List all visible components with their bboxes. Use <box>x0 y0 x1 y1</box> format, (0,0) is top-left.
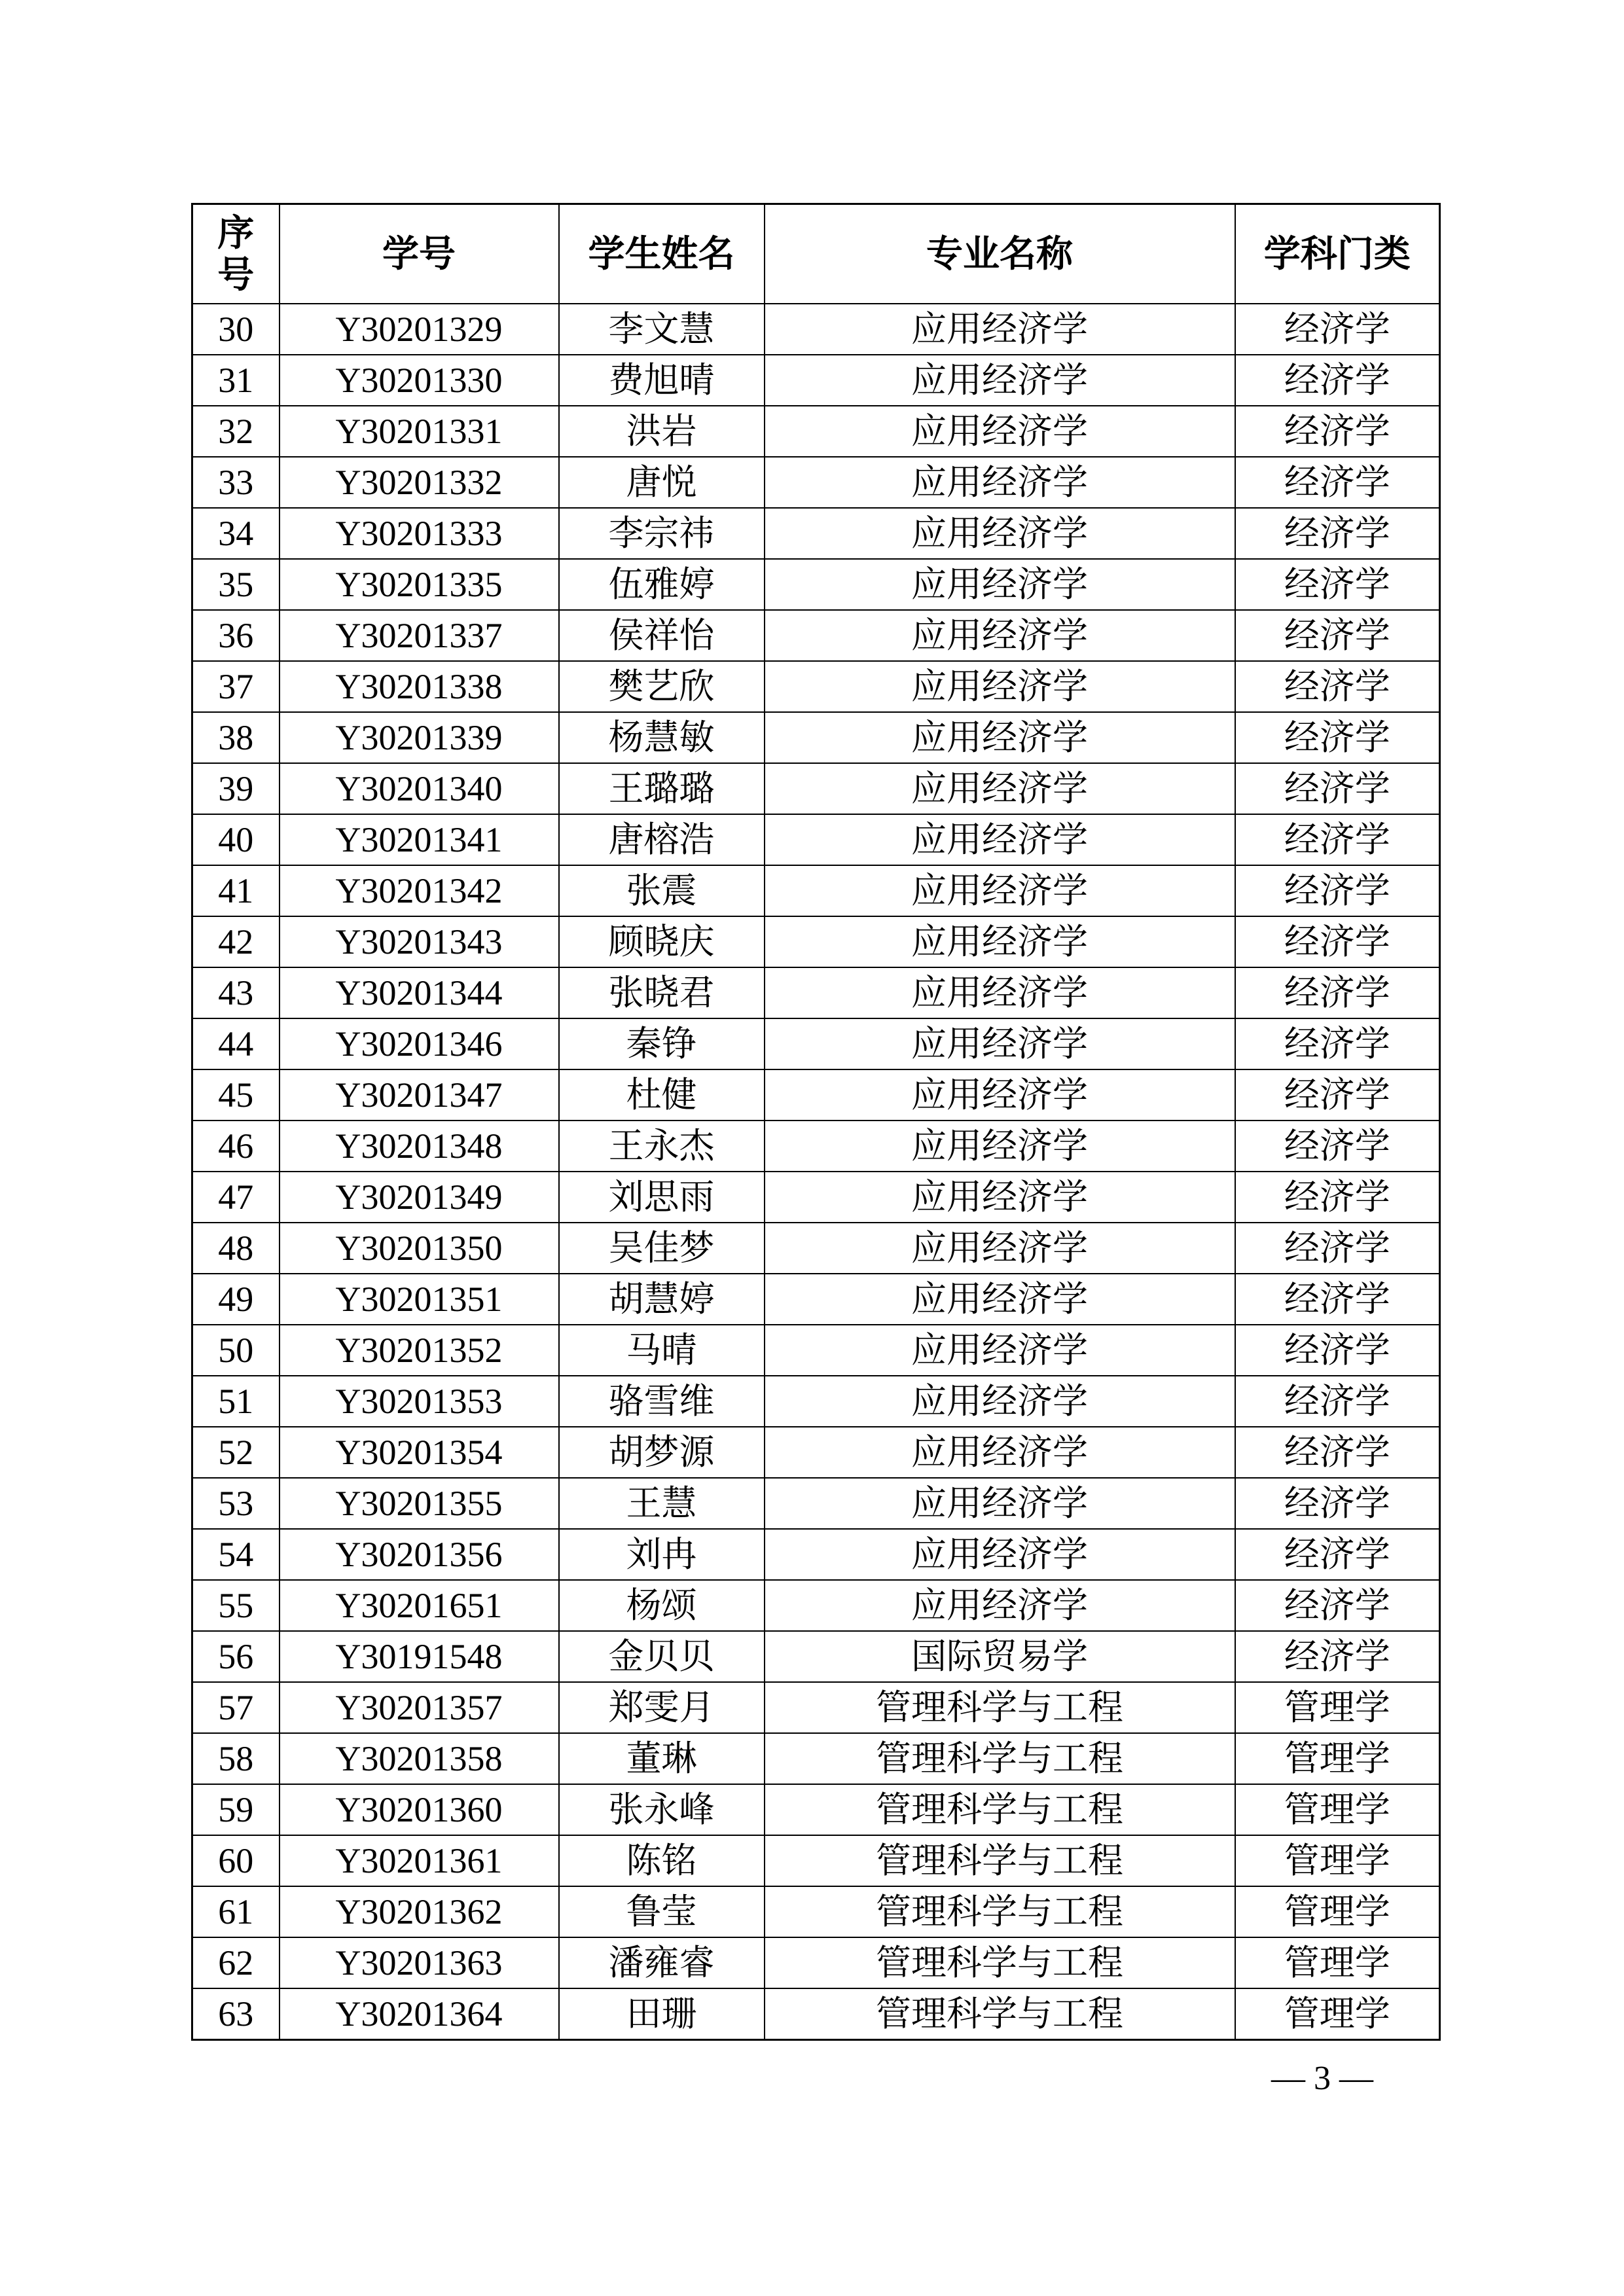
cell-category: 经济学 <box>1235 457 1440 508</box>
cell-student-name: 郑雯月 <box>559 1682 765 1733</box>
cell-index: 33 <box>192 457 280 508</box>
cell-index: 56 <box>192 1631 280 1682</box>
cell-student-id: Y30201342 <box>280 865 559 916</box>
cell-major: 应用经济学 <box>765 1223 1235 1274</box>
cell-category: 经济学 <box>1235 1121 1440 1172</box>
cell-student-name: 李文慧 <box>559 304 765 355</box>
table-row <box>192 1682 1440 1733</box>
cell-index: 48 <box>192 1223 280 1274</box>
cell-student-id: Y30201335 <box>280 559 559 610</box>
cell-category: 管理学 <box>1235 1886 1440 1937</box>
cell-category: 管理学 <box>1235 1988 1440 2040</box>
table-row <box>192 1937 1440 1988</box>
cell-major: 应用经济学 <box>765 712 1235 763</box>
cell-index: 63 <box>192 1988 280 2040</box>
header-student-id: 学号 <box>280 204 559 304</box>
table-row <box>192 1580 1440 1631</box>
cell-index: 54 <box>192 1529 280 1580</box>
cell-index: 49 <box>192 1274 280 1325</box>
cell-student-name: 杨慧敏 <box>559 712 765 763</box>
table-row <box>192 865 1440 916</box>
cell-category: 经济学 <box>1235 1069 1440 1121</box>
cell-major: 管理科学与工程 <box>765 1784 1235 1835</box>
cell-category: 经济学 <box>1235 508 1440 559</box>
table-row <box>192 1631 1440 1682</box>
cell-student-id: Y30201356 <box>280 1529 559 1580</box>
table-row <box>192 1784 1440 1835</box>
cell-index: 30 <box>192 304 280 355</box>
cell-index: 31 <box>192 355 280 406</box>
cell-student-name: 张永峰 <box>559 1784 765 1835</box>
table-row <box>192 916 1440 967</box>
cell-student-name: 田珊 <box>559 1988 765 2040</box>
cell-index: 58 <box>192 1733 280 1784</box>
cell-student-name: 潘雍睿 <box>559 1937 765 1988</box>
cell-major: 应用经济学 <box>765 1580 1235 1631</box>
cell-student-name: 陈铭 <box>559 1835 765 1886</box>
cell-student-id: Y30201351 <box>280 1274 559 1325</box>
cell-major: 应用经济学 <box>765 457 1235 508</box>
cell-student-name: 骆雪维 <box>559 1376 765 1427</box>
cell-student-id: Y30201348 <box>280 1121 559 1172</box>
cell-index: 60 <box>192 1835 280 1886</box>
table-row <box>192 712 1440 763</box>
cell-student-id: Y30201352 <box>280 1325 559 1376</box>
cell-major: 管理科学与工程 <box>765 1733 1235 1784</box>
cell-student-id: Y30201340 <box>280 763 559 814</box>
cell-category: 经济学 <box>1235 967 1440 1018</box>
cell-student-name: 伍雅婷 <box>559 559 765 610</box>
header-student-name: 学生姓名 <box>559 204 765 304</box>
cell-student-name: 唐悦 <box>559 457 765 508</box>
student-table <box>191 203 1441 2041</box>
cell-index: 45 <box>192 1069 280 1121</box>
cell-student-id: Y30201343 <box>280 916 559 967</box>
cell-student-id: Y30191548 <box>280 1631 559 1682</box>
cell-student-name: 王慧 <box>559 1478 765 1529</box>
cell-student-name: 马晴 <box>559 1325 765 1376</box>
table-row <box>192 1274 1440 1325</box>
cell-student-name: 鲁莹 <box>559 1886 765 1937</box>
cell-index: 47 <box>192 1172 280 1223</box>
cell-student-name: 唐榕浩 <box>559 814 765 865</box>
cell-category: 管理学 <box>1235 1835 1440 1886</box>
cell-major: 管理科学与工程 <box>765 1682 1235 1733</box>
table-row <box>192 1018 1440 1069</box>
table-row <box>192 1835 1440 1886</box>
cell-category: 经济学 <box>1235 1631 1440 1682</box>
cell-major: 管理科学与工程 <box>765 1835 1235 1886</box>
cell-category: 经济学 <box>1235 1172 1440 1223</box>
cell-index: 42 <box>192 916 280 967</box>
cell-student-id: Y30201338 <box>280 661 559 712</box>
cell-major: 应用经济学 <box>765 1376 1235 1427</box>
cell-student-name: 王永杰 <box>559 1121 765 1172</box>
cell-major: 应用经济学 <box>765 1529 1235 1580</box>
table-header <box>192 204 1440 304</box>
cell-category: 经济学 <box>1235 1478 1440 1529</box>
cell-student-id: Y30201329 <box>280 304 559 355</box>
table-row <box>192 355 1440 406</box>
cell-student-name: 秦铮 <box>559 1018 765 1069</box>
cell-major: 应用经济学 <box>765 406 1235 457</box>
cell-student-name: 刘冉 <box>559 1529 765 1580</box>
cell-major: 应用经济学 <box>765 916 1235 967</box>
cell-index: 35 <box>192 559 280 610</box>
cell-student-name: 顾晓庆 <box>559 916 765 967</box>
cell-category: 管理学 <box>1235 1937 1440 1988</box>
cell-student-id: Y30201362 <box>280 1886 559 1937</box>
cell-major: 管理科学与工程 <box>765 1988 1235 2040</box>
cell-student-id: Y30201346 <box>280 1018 559 1069</box>
cell-index: 40 <box>192 814 280 865</box>
table-row <box>192 304 1440 355</box>
table-row <box>192 610 1440 661</box>
cell-index: 36 <box>192 610 280 661</box>
cell-student-name: 李宗祎 <box>559 508 765 559</box>
table-row <box>192 1121 1440 1172</box>
cell-category: 管理学 <box>1235 1784 1440 1835</box>
cell-index: 61 <box>192 1886 280 1937</box>
cell-student-id: Y30201358 <box>280 1733 559 1784</box>
header-index <box>192 204 280 304</box>
cell-student-name: 王璐璐 <box>559 763 765 814</box>
cell-major: 应用经济学 <box>765 559 1235 610</box>
cell-category: 经济学 <box>1235 1223 1440 1274</box>
cell-major: 应用经济学 <box>765 1121 1235 1172</box>
cell-index: 50 <box>192 1325 280 1376</box>
cell-category: 经济学 <box>1235 304 1440 355</box>
table-header-row <box>192 204 1440 304</box>
cell-major: 应用经济学 <box>765 304 1235 355</box>
cell-category: 经济学 <box>1235 1018 1440 1069</box>
cell-index: 55 <box>192 1580 280 1631</box>
header-index-label: 序号 <box>217 211 255 295</box>
cell-student-id: Y30201339 <box>280 712 559 763</box>
cell-major: 应用经济学 <box>765 1069 1235 1121</box>
table-row <box>192 661 1440 712</box>
cell-major: 应用经济学 <box>765 355 1235 406</box>
cell-student-id: Y30201357 <box>280 1682 559 1733</box>
cell-student-id: Y30201349 <box>280 1172 559 1223</box>
cell-category: 经济学 <box>1235 712 1440 763</box>
table-row <box>192 1733 1440 1784</box>
cell-category: 经济学 <box>1235 1529 1440 1580</box>
cell-student-name: 吴佳梦 <box>559 1223 765 1274</box>
cell-major: 应用经济学 <box>765 610 1235 661</box>
cell-student-name: 张震 <box>559 865 765 916</box>
cell-student-id: Y30201361 <box>280 1835 559 1886</box>
cell-student-id: Y30201347 <box>280 1069 559 1121</box>
cell-student-id: Y30201360 <box>280 1784 559 1835</box>
table-row <box>192 1223 1440 1274</box>
cell-student-id: Y30201344 <box>280 967 559 1018</box>
cell-index: 39 <box>192 763 280 814</box>
cell-major: 应用经济学 <box>765 814 1235 865</box>
cell-major: 应用经济学 <box>765 661 1235 712</box>
cell-major: 应用经济学 <box>765 1325 1235 1376</box>
cell-student-id: Y30201651 <box>280 1580 559 1631</box>
cell-major: 应用经济学 <box>765 1478 1235 1529</box>
cell-student-id: Y30201331 <box>280 406 559 457</box>
table-row <box>192 508 1440 559</box>
table-row <box>192 763 1440 814</box>
table-row <box>192 457 1440 508</box>
cell-category: 管理学 <box>1235 1733 1440 1784</box>
page-number: — 3 — <box>1271 2060 1373 2097</box>
table-row <box>192 1529 1440 1580</box>
header-category: 学科门类 <box>1235 204 1440 304</box>
cell-index: 52 <box>192 1427 280 1478</box>
cell-student-name: 张晓君 <box>559 967 765 1018</box>
cell-category: 经济学 <box>1235 406 1440 457</box>
cell-student-name: 杨颂 <box>559 1580 765 1631</box>
cell-index: 46 <box>192 1121 280 1172</box>
cell-category: 经济学 <box>1235 355 1440 406</box>
cell-category: 经济学 <box>1235 1274 1440 1325</box>
cell-index: 38 <box>192 712 280 763</box>
cell-major: 管理科学与工程 <box>765 1886 1235 1937</box>
cell-student-id: Y30201364 <box>280 1988 559 2040</box>
cell-category: 经济学 <box>1235 1580 1440 1631</box>
table-row <box>192 814 1440 865</box>
cell-student-name: 金贝贝 <box>559 1631 765 1682</box>
cell-index: 34 <box>192 508 280 559</box>
cell-category: 经济学 <box>1235 1427 1440 1478</box>
cell-category: 经济学 <box>1235 610 1440 661</box>
cell-student-id: Y30201332 <box>280 457 559 508</box>
table-row <box>192 1376 1440 1427</box>
cell-student-name: 樊艺欣 <box>559 661 765 712</box>
cell-category: 经济学 <box>1235 916 1440 967</box>
cell-category: 经济学 <box>1235 865 1440 916</box>
cell-major: 应用经济学 <box>765 1172 1235 1223</box>
cell-student-name: 侯祥怡 <box>559 610 765 661</box>
cell-student-id: Y30201353 <box>280 1376 559 1427</box>
cell-major: 应用经济学 <box>765 865 1235 916</box>
cell-index: 57 <box>192 1682 280 1733</box>
header-major: 专业名称 <box>765 204 1235 304</box>
cell-major: 应用经济学 <box>765 1427 1235 1478</box>
cell-student-name: 胡梦源 <box>559 1427 765 1478</box>
cell-major: 应用经济学 <box>765 508 1235 559</box>
cell-index: 44 <box>192 1018 280 1069</box>
cell-student-id: Y30201341 <box>280 814 559 865</box>
table-row <box>192 406 1440 457</box>
cell-index: 43 <box>192 967 280 1018</box>
cell-major: 应用经济学 <box>765 763 1235 814</box>
cell-index: 32 <box>192 406 280 457</box>
cell-category: 经济学 <box>1235 559 1440 610</box>
table-row <box>192 967 1440 1018</box>
cell-category: 经济学 <box>1235 763 1440 814</box>
table-row <box>192 559 1440 610</box>
cell-index: 59 <box>192 1784 280 1835</box>
table-row <box>192 1427 1440 1478</box>
cell-category: 经济学 <box>1235 661 1440 712</box>
cell-student-id: Y30201363 <box>280 1937 559 1988</box>
cell-category: 经济学 <box>1235 1376 1440 1427</box>
cell-major: 国际贸易学 <box>765 1631 1235 1682</box>
cell-category: 管理学 <box>1235 1682 1440 1733</box>
cell-student-id: Y30201350 <box>280 1223 559 1274</box>
cell-category: 经济学 <box>1235 1325 1440 1376</box>
cell-index: 62 <box>192 1937 280 1988</box>
cell-student-id: Y30201333 <box>280 508 559 559</box>
table-body <box>192 304 1440 2040</box>
table-row <box>192 1988 1440 2040</box>
cell-major: 管理科学与工程 <box>765 1937 1235 1988</box>
cell-student-name: 胡慧婷 <box>559 1274 765 1325</box>
cell-student-id: Y30201337 <box>280 610 559 661</box>
cell-major: 应用经济学 <box>765 967 1235 1018</box>
table-row <box>192 1886 1440 1937</box>
cell-index: 51 <box>192 1376 280 1427</box>
cell-major: 应用经济学 <box>765 1274 1235 1325</box>
cell-student-id: Y30201355 <box>280 1478 559 1529</box>
cell-index: 53 <box>192 1478 280 1529</box>
cell-major: 应用经济学 <box>765 1018 1235 1069</box>
cell-index: 41 <box>192 865 280 916</box>
cell-student-name: 董琳 <box>559 1733 765 1784</box>
table-row <box>192 1478 1440 1529</box>
table-row <box>192 1069 1440 1121</box>
cell-student-name: 洪岩 <box>559 406 765 457</box>
table-row <box>192 1325 1440 1376</box>
cell-student-id: Y30201354 <box>280 1427 559 1478</box>
cell-student-id: Y30201330 <box>280 355 559 406</box>
cell-index: 37 <box>192 661 280 712</box>
cell-student-name: 杜健 <box>559 1069 765 1121</box>
cell-category: 经济学 <box>1235 814 1440 865</box>
cell-student-name: 费旭晴 <box>559 355 765 406</box>
cell-student-name: 刘思雨 <box>559 1172 765 1223</box>
table-row <box>192 1172 1440 1223</box>
